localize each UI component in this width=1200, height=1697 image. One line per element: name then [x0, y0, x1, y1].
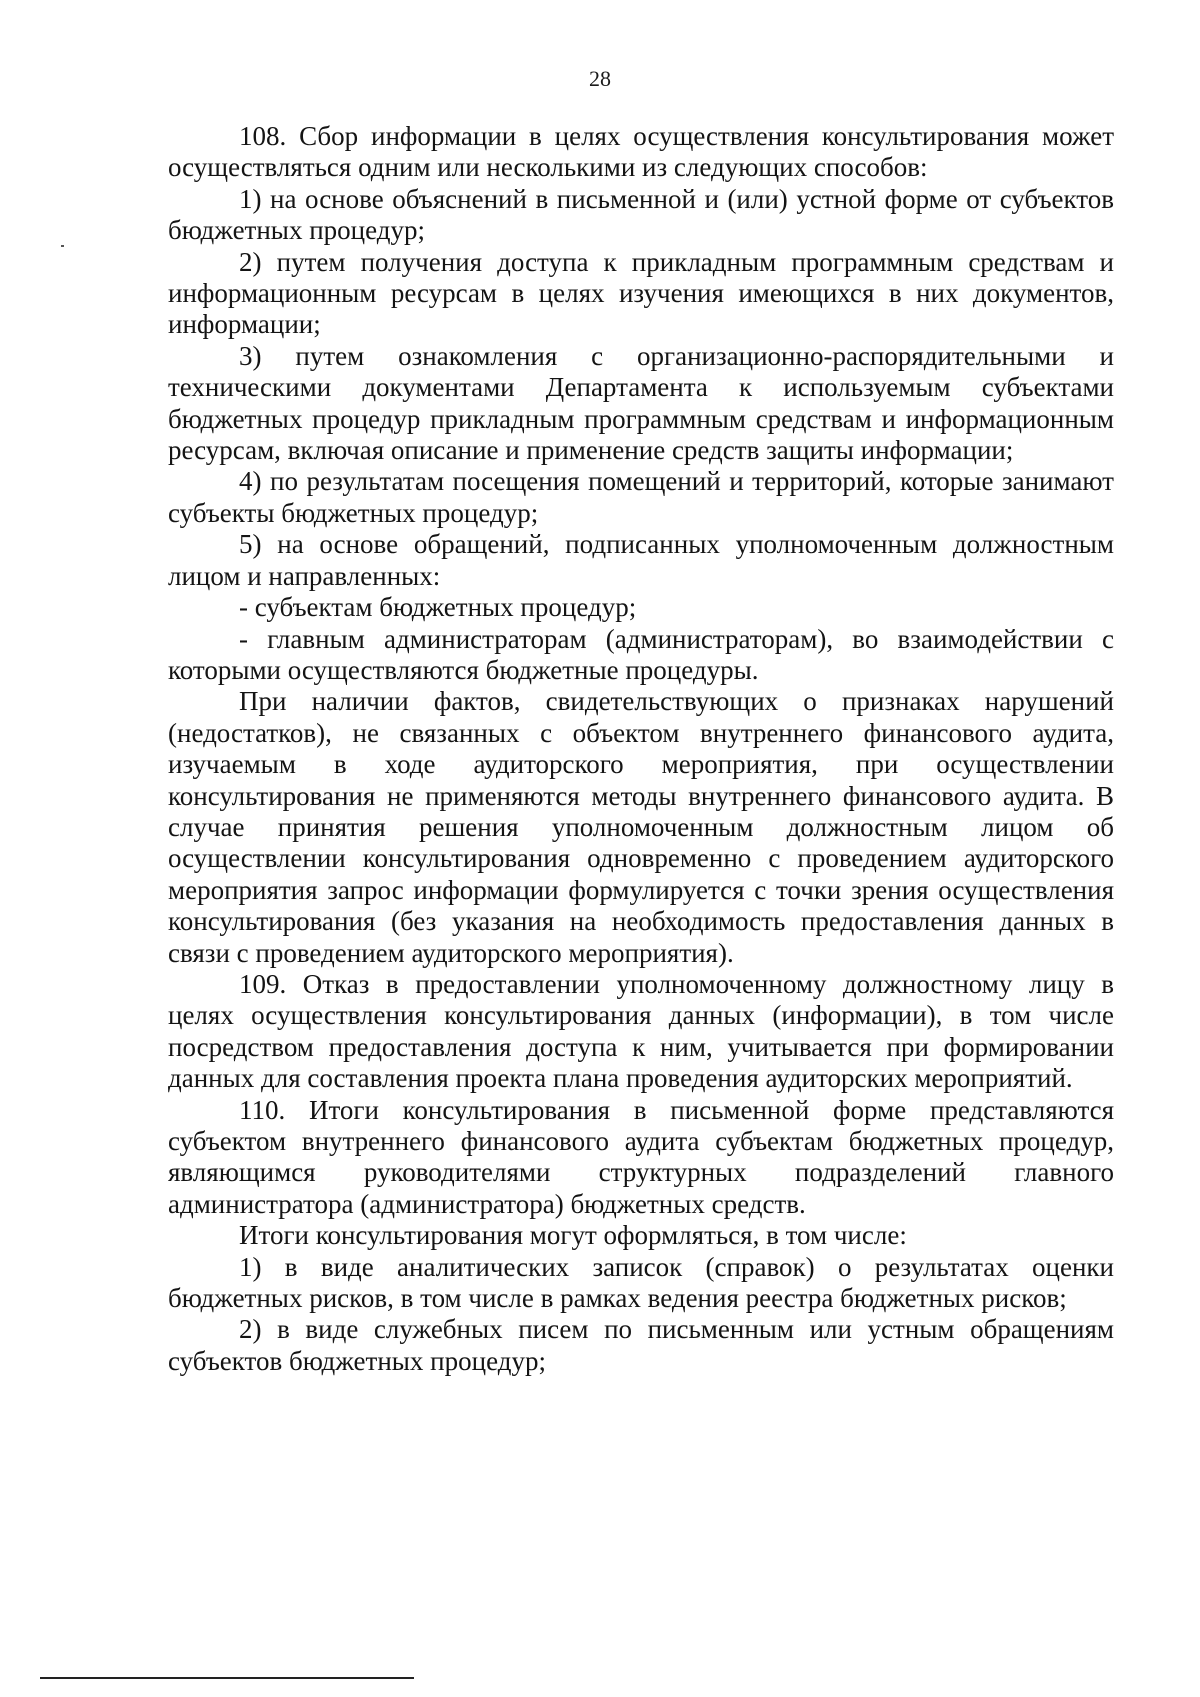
list-item-5-requests: 5) на основе обращений, подписанных уполномоченным должностным лицом и направленных: [168, 529, 1114, 591]
results-item-2-letters: 2) в виде служебных писем по письменным или устным обращениям субъектов бюджетных процедур; [168, 1314, 1114, 1376]
document-body [168, 121, 1114, 1377]
sub-item-subjects: - субъектам бюджетных процедур; [239, 592, 637, 623]
paragraph-108-intro: 108. Сбор информации в целях осуществления консультирования может осуществляться одним или несколькими из следующих способов: [168, 121, 1114, 183]
list-item-1-explanations: 1) на основе объяснений в письменной и (или) устной форме от субъектов бюджетных процедур; [168, 183, 1114, 246]
footer-rule [40, 1677, 414, 1679]
list-item-3-documents: 3) путем ознакомления с организационно-распорядительными и техническими документами Департамента к используемым субъектами бюджетных процедур прикладным программным средствам и информационным ресурсам, включая описание и применение средств защиты информации; [168, 340, 1114, 466]
list-item-2-access: 2) путем получения доступа к прикладным программным средствам и информационным ресурсам в целях изучения имеющихся в них документов, информации; [168, 246, 1114, 340]
list-item-4-visits: 4) по результатам посещения помещений и территорий, которые занимают субъекты бюджетных процедур; [168, 466, 1114, 528]
paragraph-109: 109. Отказ в предоставлении уполномоченному должностному лицу в целях осуществления консультирования данных (информации), в том числе посредством предоставления доступа к ним, учитывается при формировании данных для составления проекта плана проведения аудиторских мероприятий. [168, 968, 1114, 1094]
scan-mark [61, 245, 64, 247]
results-item-1-notes: 1) в виде аналитических записок (справок) о результатах оценки бюджетных рисков, в том числе в рамках ведения реестра бюджетных рисков; [168, 1251, 1114, 1314]
paragraph-110: 110. Итоги консультирования в письменной форме представляются субъектом внутреннего финансового аудита субъектам бюджетных процедур, являющимся руководителями структурных подразделений главного администратора (администратора) бюджетных средств. [168, 1094, 1114, 1219]
sub-item-administrators: - главным администраторам (администраторам), во взаимодействии с которыми осуществляются бюджетные процедуры. [168, 623, 1114, 685]
page-number: 28 [589, 66, 611, 91]
paragraph-results-forms: Итоги консультирования могут оформляться, в том числе: [239, 1220, 907, 1251]
paragraph-violations: При наличии фактов, свидетельствующих о признаках нарушений (недостатков), не связанных с объектом внутреннего финансового аудита, изучаемым в ходе аудиторского мероприятия, при осуществлении консультирования не применяются методы внутреннего финансового аудита. В случае принятия решения уполномоченным должностным лицом об осуществлении консультирования одновременно с проведением аудиторского мероприятия запрос информации формулируется с точки зрения осуществления консультирования (без указания на необходимость предоставления данных в связи с проведением аудиторского мероприятия). [168, 686, 1114, 968]
